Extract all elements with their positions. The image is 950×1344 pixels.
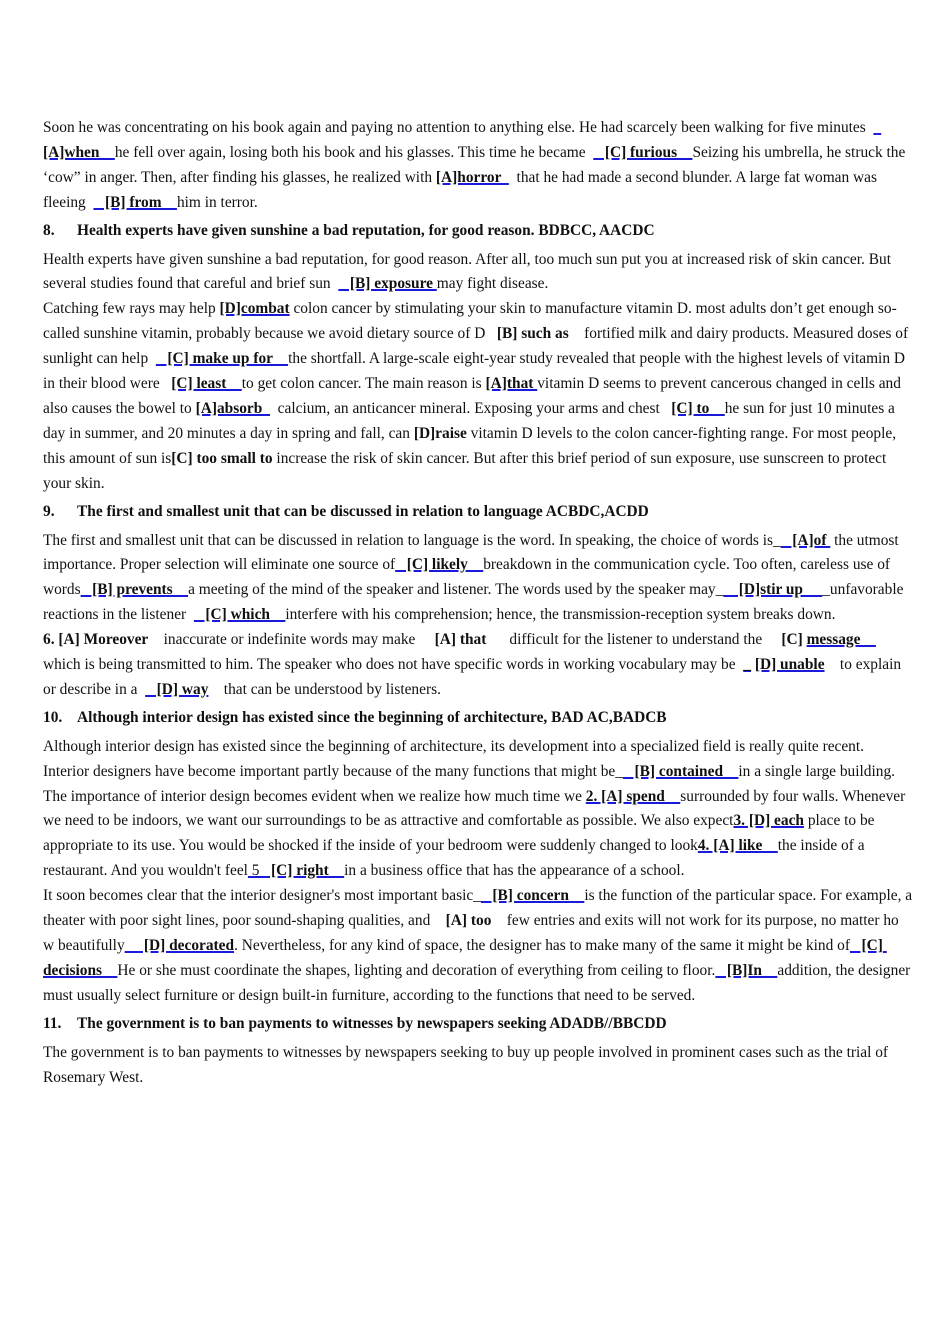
answer-text: [C] too small to (171, 449, 273, 467)
answer-blank: _ (743, 656, 751, 674)
answer-blank: [A]that (485, 375, 538, 393)
section-title: The government is to ban payments to witnesses by newspapers seeking ADADB//BBCDD (77, 1014, 667, 1032)
text-run: he sun for just 10 minutes a day in summer, and 20 minutes a day in spring and fall, can (43, 399, 899, 442)
text-run: he fell over again, losing both his book and his glasses. This time he became (114, 143, 594, 161)
text-run: Soon he was concentrating on his book again and paying no attention to anything else. He had scarcely been walking for five minutes (43, 119, 874, 136)
answer-text: 6. [A] Moreover (43, 631, 149, 649)
paragraph (43, 884, 916, 1009)
section-number: 11. (43, 1014, 62, 1032)
section-heading (43, 500, 913, 525)
paragraph (43, 297, 913, 496)
text-run: addition, the designer must usually select furniture or design built-in furniture, according to the functions that need to be served. (43, 961, 915, 1004)
paragraph (43, 785, 913, 885)
text-run: that can be understood by listeners. (208, 680, 441, 698)
answer-blank: [C] right (259, 862, 345, 880)
text-run: interfere with his comprehension; hence, the transmission-reception system breaks down. (285, 606, 836, 624)
text-run: place to be appropriate to its use. You would be shocked if the inside of your bedroom were suddenly changed to look (43, 812, 879, 855)
answer-blank: [D]stir up (723, 581, 823, 599)
answer-blank: [A]of (780, 531, 831, 549)
section-title: Although interior design has existed since the beginning of architecture, BAD AC,BADCB (77, 708, 667, 726)
text-run: to get colon cancer. The main reason is (241, 375, 486, 393)
answer-blank: [D] way (145, 680, 209, 698)
paragraph (43, 735, 913, 785)
text-run: breakdown in the communication cycle. Too often, careless use of words (43, 556, 894, 599)
answer-blank: [C] least (171, 375, 242, 393)
paragraph (43, 1041, 913, 1091)
answer-text: [C] (781, 631, 807, 649)
answer-blank: [C] which (193, 606, 286, 624)
text-run: the utmost importance. Proper selection will eliminate one source of (43, 531, 903, 574)
text-run: He or she must coordinate the shapes, lighting and decoration of everything from ceiling to floor. (117, 961, 716, 979)
text-run: Catching few rays may help (43, 300, 220, 318)
section-number: 10. (43, 708, 63, 726)
answer-blank: [D] decorated (124, 937, 235, 954)
answer-blank: [C] furious (593, 143, 693, 161)
text-run: Health experts have given sunshine a bad reputation, for good reason. After all, too much sun put you at increased risk of skin cancer. But several studies found that careful and brief sun (43, 250, 895, 293)
section-title: Health experts have given sunshine a bad reputation, for good reason. BDBCC, AACDC (77, 221, 655, 239)
answer-blank: [A]horror (435, 168, 509, 186)
text-run: difficult for the listener to understand the (486, 631, 782, 649)
paragraph (43, 248, 913, 298)
section-number: 9. (43, 502, 55, 520)
answer-blank: [C] make up for (155, 350, 289, 368)
document-page (43, 116, 916, 1090)
text-run: inaccurate or indefinite words may make (148, 631, 435, 649)
answer-text: [A] too (445, 912, 492, 930)
answer-blank: [B] contained (622, 762, 739, 780)
section-heading (43, 1012, 913, 1037)
text-run: the shortfall. A large-scale eight-year study revealed that people with the highest levels of vitamin D in their blood were (43, 350, 909, 393)
answer-blank: 3. [D] each (733, 812, 804, 830)
answer-blank: [D]combat (219, 300, 290, 318)
answer-blank: 4. [A] like (697, 837, 778, 855)
answer-text: [D]raise (413, 424, 467, 442)
answer-blank: [C] to (671, 399, 725, 417)
text-run: increase the risk of skin cancer. But after this brief period of sun exposure, use sunscreen to protect your skin. (43, 449, 891, 492)
answer-blank: message (806, 631, 876, 649)
text-run: The first and smallest unit that can be discussed in relation to language is the word. In speaking, the choice of words is_ (43, 531, 781, 549)
text-run: colon cancer by stimulating your skin to manufacture vitamin D. most adults don’t get enough so-called sunshine vitamin, probably because we avoid dietary source of D (43, 300, 897, 343)
answer-blank: [A]absorb (195, 399, 270, 417)
answer-blank: [B] concern (480, 887, 585, 905)
section-title: The first and smallest unit that can be discussed in relation to language ACBDC,ACDD (77, 502, 649, 520)
text-run: . Nevertheless, for any kind of space, the designer has to make many of the same it might be kind of (234, 937, 850, 954)
answer-blank: [D] unable (754, 656, 825, 674)
text-run: calcium, an anticancer mineral. Exposing your arms and chest (269, 399, 672, 417)
text-run: the inside of a restaurant. And you wouldn't feel (43, 837, 869, 880)
text-run: in a business office that has the appearance of a school. (344, 862, 685, 880)
section-number: 8. (43, 221, 55, 239)
answer-blank: 2. [A] spend (585, 787, 681, 805)
text-run: The government is to ban payments to witnesses by newspapers seeking to buy up people involved in prominent cases such as the trial of Rosemary West. (43, 1043, 892, 1086)
answer-blank: [C] likely (395, 556, 484, 574)
text-run: It soon becomes clear that the interior designer's most important basic_ (43, 887, 481, 905)
text-run: vitamin D levels to the colon cancer-fighting range. For most people, this amount of sun is (43, 424, 900, 467)
paragraph (43, 628, 913, 703)
answer-blank: [B] prevents (80, 581, 189, 599)
text-run: few entries and exits will not work for its purpose, no matter ho w beautifully (43, 912, 903, 954)
answer-blank: 5 (247, 862, 260, 880)
text-run: vitamin D seems to prevent cancerous changed in cells and also causes the bowel to (43, 375, 905, 417)
text-run: in a single large building. (738, 762, 895, 780)
text-run: that he had made a second blunder. A large fat woman was fleeing (43, 168, 881, 211)
text-run: The importance of interior design becomes evident when we realize how much time we (43, 787, 586, 805)
text-run: a meeting of the mind of the speaker and listener. The words used by the speaker may_ (188, 581, 724, 599)
answer-blank: [B]In (715, 961, 778, 979)
answer-text: [B] such as (496, 325, 569, 343)
text-run: to explain or describe in a (43, 656, 905, 698)
answer-blank: [B] exposure (338, 275, 437, 293)
text-run: fortified milk and dairy products. Measured doses of sunlight can help (43, 325, 912, 368)
text-run: surrounded by four walls. Whenever we need to be indoors, we want our surroundings to be as attractive and comfortable as possible. We also expect (43, 787, 910, 830)
answer-blank: [B] from (93, 193, 177, 211)
section-heading (43, 706, 913, 731)
text-run: _unfavorable reactions in the listener (43, 581, 908, 624)
section-heading (43, 219, 913, 244)
text-run: is the function of the particular space. For example, a theater with poor sight lines, poor sound-shaping qualities, and (43, 887, 916, 930)
text-run: Although interior design has existed since the beginning of architecture, its development into a specialized field is really quite recent. Interior designers have become important partly because of the many functions that might be_ (43, 737, 868, 780)
answer-blank: [C] decisions (43, 937, 887, 979)
paragraph (43, 529, 913, 629)
answer-blank: [A]when (43, 119, 882, 161)
text-run: him in terror. (176, 193, 258, 211)
answer-text: [A] that (434, 631, 487, 649)
paragraph (43, 116, 913, 216)
text-run: Seizing his umbrella, he struck the ‘cow” in anger. Then, after finding his glasses, he realized with (43, 143, 910, 186)
text-run: which is being transmitted to him. The speaker who does not have specific words in working vocabulary may be (43, 656, 744, 674)
text-run: may fight disease. (436, 275, 549, 293)
